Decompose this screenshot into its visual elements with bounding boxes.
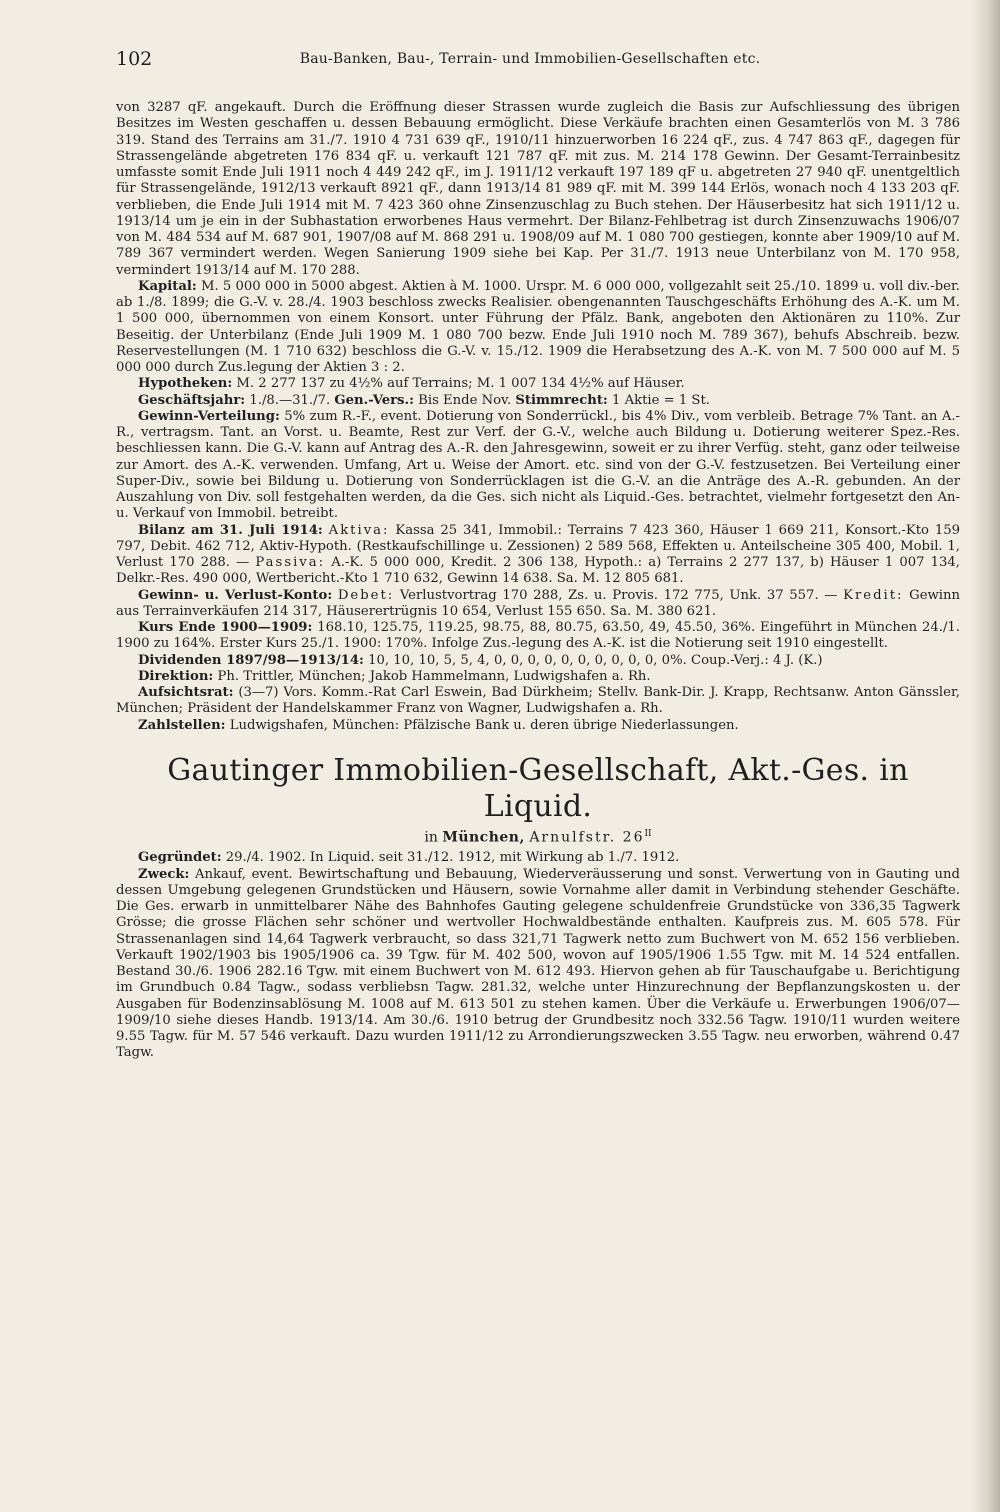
kurs-paragraph bbox=[116, 620, 960, 653]
gegruendet-text: 29./4. 1902. In Liquid. seit 31./12. 1912, mit Wirkung ab 1./7. 1912. bbox=[225, 850, 680, 866]
direktion-label: Direktion: bbox=[138, 668, 214, 684]
bilanz-passiva-text: A.-K. 5 000 000, Kredit. 2 306 138, Hypoth.: a) Terrains 2 277 137, b) Häuser 1 007 134, Delkr.-Res. 490 000, Wertbericht.-Kto 1 710 632, Gewinn 14 638. Sa. M. 12 805 681. bbox=[116, 555, 960, 587]
bilanz-aktiva-text: Kassa 25 341, Immobil.: Terrains 7 423 360, Häuser 1 669 211, Konsort.-Kto 159 797, Debit. 462 712, Aktiv-Hypoth. (Restkaufschillinge u. Zessionen) 2 589 568, Effekten u. Anteilscheine 305 400, Mobil. 1, Verlust 170 288. — bbox=[116, 522, 960, 570]
location-floor: II bbox=[644, 828, 652, 839]
gen-vers-text: Bis Ende Nov. bbox=[418, 392, 512, 408]
passiva-label: Passiva: bbox=[255, 555, 326, 570]
debet-label: Debet: bbox=[337, 587, 395, 603]
kurs-label: Kurs Ende 1900—1909: bbox=[138, 620, 313, 635]
location-address: Arnulfstr. 26 bbox=[529, 829, 645, 846]
gegruendet-label: Gegründet: bbox=[138, 850, 222, 866]
aufsichtsrat-text: (3—7) Vors. Komm.-Rat Carl Eswein, Bad Dürkheim; Stellv. Bank-Dir. J. Krapp, Rechtsanw. Anton Gänssler, München; Präsident der Handelskammer Franz von Wagner, Ludwigshafen a. Rh. bbox=[116, 685, 960, 717]
bilanz-paragraph bbox=[116, 523, 960, 588]
company-title: Gautinger Immobilien-Gesellschaft, Akt.-Ges. in Liquid. bbox=[167, 752, 909, 824]
page-header bbox=[0, 48, 1000, 78]
kredit-label: Kredit: bbox=[843, 587, 904, 603]
stimmrecht-text: 1 Aktie = 1 St. bbox=[612, 392, 710, 408]
aufsichtsrat-paragraph bbox=[116, 685, 960, 718]
kurs-text: 168.10, 125.75, 119.25, 98.75, 88, 80.75, 63.50, 49, 45.50, 36%. Eingeführt in München 24./1. 1900 zu 164%. Erster Kurs 25./1. 1900: 170%. Infolge Zus.-legung des A.-K. ist die Notierung seit 1910 eingestellt. bbox=[116, 620, 960, 652]
location-city: München, bbox=[442, 829, 525, 846]
guv-debet-text: Verlustvortrag 170 288, Zs. u. Provis. 172 775, Unk. 37 557. — bbox=[399, 587, 838, 603]
page-number: 102 bbox=[116, 48, 153, 70]
direktion-paragraph bbox=[116, 669, 960, 685]
zweck-text: Ankauf, event. Bewirtschaftung und Bebauung, Wiederveräusserung und sonst. Verwertung von in Gauting und dessen Umgebung gelegenen Grundstücken und Häusern, sowie Vornahme aller damit in Verbindung stehender Geschäfte. Die Ges. erwarb in unmittelbarer Nähe des Bahnhofes Gauting gelegene schuldenfreie Grundstücke von 336,35 Tagwerk Grösse; die grosse Flächen sehr schöner und wertvoller Hochwaldbestände enthalten. Kaufpreis zus. M. 605 578. Für Strassenanlagen sind 14,64 Tagwerk verbraucht, so dass 321,71 Tagwerk netto zum Buchwert von M. 652 156 verblieben. Verkauft 1902/1903 bis 1905/1906 ca. 39 Tgw. für M. 402 500, wovon auf 1905/1906 1.55 Tgw. mit M. 14 524 entfallen. Bestand 30./6. 1906 282.16 Tgw. mit einem Buchwert von M. 612 493. Hiervon gehen ab für Tauschaufgabe u. Berichtigung im Grundbuch 0.84 Tagw., sodass verbliebsn Tagw. 281.32, welche unter Hinzurechnung der Bepflanzungskosten u. der Ausgaben für Bodenzinsablösung M. 1008 auf M. 613 501 zu stehen kamen. Über die Verkäufe u. Erwerbungen 1906/07—1909/10 siehe dieses Handb. 1913/14. Am 30./6. 1910 betrug der Grundbesitz noch 332.56 Tagw. 1910/11 wurden weitere 9.55 Tagw. für M. 57 546 verkauft. Dazu wurden 1911/12 zu Arrondierungszwecken 3.55 Tagw. neu erworben, während 0.47 Tagw. bbox=[116, 866, 960, 1061]
zahlstellen-label: Zahlstellen: bbox=[138, 717, 226, 733]
aktiva-label: Aktiva: bbox=[328, 522, 390, 538]
kapital-label: Kapital: bbox=[138, 278, 197, 294]
page-body bbox=[116, 100, 960, 1062]
guv-kredit-text: Gewinn aus Terrainverkäufen 214 317, Häuserertrügnis 10 654, Verlust 155 650. Sa. M. 380 621. bbox=[116, 587, 961, 619]
geschaeftsjahr-text: 1./8.—31./7. bbox=[249, 392, 331, 408]
dividenden-paragraph bbox=[116, 653, 960, 669]
page-edge-shadow bbox=[970, 0, 1000, 1512]
kapital-paragraph bbox=[116, 279, 960, 377]
gewinn-verteilung-label: Gewinn-Verteilung: bbox=[138, 408, 280, 424]
gewinn-verteilung-text: 5% zum R.-F., event. Dotierung von Sonderrückl., bis 4% Div., vom verbleib. Betrage 7% Tant. an A.-R., vertragsm. Tant. an Vorst. u. Beamte, Rest zur Verf. der G.-V., welche auch Bildung u. Dotierung weiterer Spez.-Res. beschliessen kann. Die G.-V. kann auf Antrag des A.-R. den Jahresgewinn, soweit er zu ihrer Verfüg. steht, ganz oder teilweise zur Amort. des A.-K. verwenden. Umfang, Art u. Weise der Amort. etc. sind von der G.-V. festzusetzen. Bei Verteilung einer Super-Div., sowie bei Bildung u. Dotierung von Sonderrücklagen ist die G.-V. an die Anträge des A.-R. gebunden. An der Auszahlung von Div. soll festgehalten werden, da die Ges. sich nicht als Liquid.-Ges. betrachtet, vielmehr fortgesetzt den An- u. Verkauf von Immobil. betreibt. bbox=[116, 408, 960, 522]
geschaeftsjahr-label: Geschäftsjahr: bbox=[138, 392, 246, 408]
location-in: in bbox=[424, 829, 438, 846]
running-title: Bau-Banken, Bau-, Terrain- und Immobilien-Gesellschaften etc. bbox=[299, 51, 761, 67]
entry1-intro: von 3287 qF. angekauft. Durch die Eröffnung dieser Strassen wurde zugleich die Basis zur Aufschliessung des übrigen Besitzes im Westen geschaffen u. dessen Bebauung ermöglicht. Diese Verkäufe brachten einen Gesamterlös von M. 3 786 319. Stand des Terrains am 31./7. 1910 4 731 639 qF., 1910/11 hinzuerworben 16 224 qF., zus. 4 747 863 qF., dagegen für Strassengelände abgetreten 176 834 qF. u. verkauft 121 787 qF. mit zus. M. 214 178 Gewinn. Der Gesamt-Terrainbesitz umfasste somit Ende Juli 1911 noch 4 449 242 qF., im J. 1911/12 verkauft 197 189 qF u. abgetreten 27 940 qF. unentgeltlich für Strassengelände, 1912/13 verkauft 8921 qF., dann 1913/14 81 989 qF. mit M. 399 144 Erlös, wonach noch 4 133 203 qF. verblieben, die Ende Juli 1914 mit M. 7 423 360 ohne Zinsenzuschlag zu Buch stehen. Der Häuserbesitz hat sich 1911/12 u. 1913/14 um je ein in der Subhastation erworbenes Haus vermehrt. Der Bilanz-Fehlbetrag ist durch Zinsenzuwachs 1906/07 von M. 484 534 auf M. 687 901, 1907/08 auf M. 868 291 u. 1908/09 auf M. 1 080 700 gestiegen, konnte aber 1909/10 auf M. 789 367 vermindert werden. Wegen Sanierung 1909 siehe bei Kap. Per 31./7. 1913 neue Unterbilanz von M. 170 958, vermindert 1913/14 auf M. 170 288. bbox=[116, 100, 960, 278]
geschaeftsjahr-paragraph bbox=[116, 393, 960, 409]
guv-label: Gewinn- u. Verlust-Konto: bbox=[138, 587, 333, 603]
stimmrecht-label: Stimmrecht: bbox=[515, 392, 608, 408]
gewinn-verteilung-paragraph bbox=[116, 409, 960, 523]
company-location bbox=[116, 825, 960, 847]
hypotheken-label: Hypotheken: bbox=[138, 376, 233, 392]
gegruendet-paragraph bbox=[116, 850, 960, 866]
direktion-text: Ph. Trittler, München; Jakob Hammelmann, Ludwigshafen a. Rh. bbox=[217, 668, 651, 684]
hypotheken-paragraph bbox=[116, 376, 960, 392]
zahlstellen-paragraph bbox=[116, 718, 960, 734]
gen-vers-label: Gen.-Vers.: bbox=[334, 392, 414, 408]
zahlstellen-text: Ludwigshafen, München: Pfälzische Bank u. deren übrige Niederlassungen. bbox=[229, 717, 739, 733]
guv-paragraph bbox=[116, 588, 960, 621]
dividenden-label: Dividenden 1897/98—1913/14: bbox=[138, 652, 364, 668]
kapital-text: M. 5 000 000 in 5000 abgest. Aktien à M. 1000. Urspr. M. 6 000 000, vollgezahlt seit 25./10. 1899 u. voll div.-ber. ab 1./8. 1899; die G.-V. v. 28./4. 1903 beschloss zwecks Realisier. obengenannten Tauschgeschäfts Erhöhung des A.-K. um M. 1 500 000, übernommen von einem Konsort. unter Führung der Pfälz. Bank, angeboten den Aktionären zu 110%. Zur Beseitig. der Unterbilanz (Ende Juli 1909 M. 1 080 700 bezw. Ende Juli 1910 noch M. 789 367), behufs Abschreib. bezw. Reservestellungen (M. 1 710 632) beschloss die G.-V. v. 15./12. 1909 die Herabsetzung des A.-K. von M. 7 500 000 auf M. 5 000 000 durch Zus.legung der Aktien 3 : 2. bbox=[116, 278, 960, 375]
zweck-label: Zweck: bbox=[138, 866, 190, 882]
zweck-paragraph bbox=[116, 867, 960, 1062]
aufsichtsrat-label: Aufsichtsrat: bbox=[138, 685, 234, 700]
dividenden-text: 10, 10, 10, 5, 5, 4, 0, 0, 0, 0, 0, 0, 0, 0, 0, 0, 0%. Coup.-Verj.: 4 J. (K.) bbox=[368, 652, 823, 668]
bilanz-label: Bilanz am 31. Juli 1914: bbox=[138, 522, 323, 538]
hypotheken-text: M. 2 277 137 zu 4½% auf Terrains; M. 1 007 134 4½% auf Häuser. bbox=[236, 376, 685, 392]
